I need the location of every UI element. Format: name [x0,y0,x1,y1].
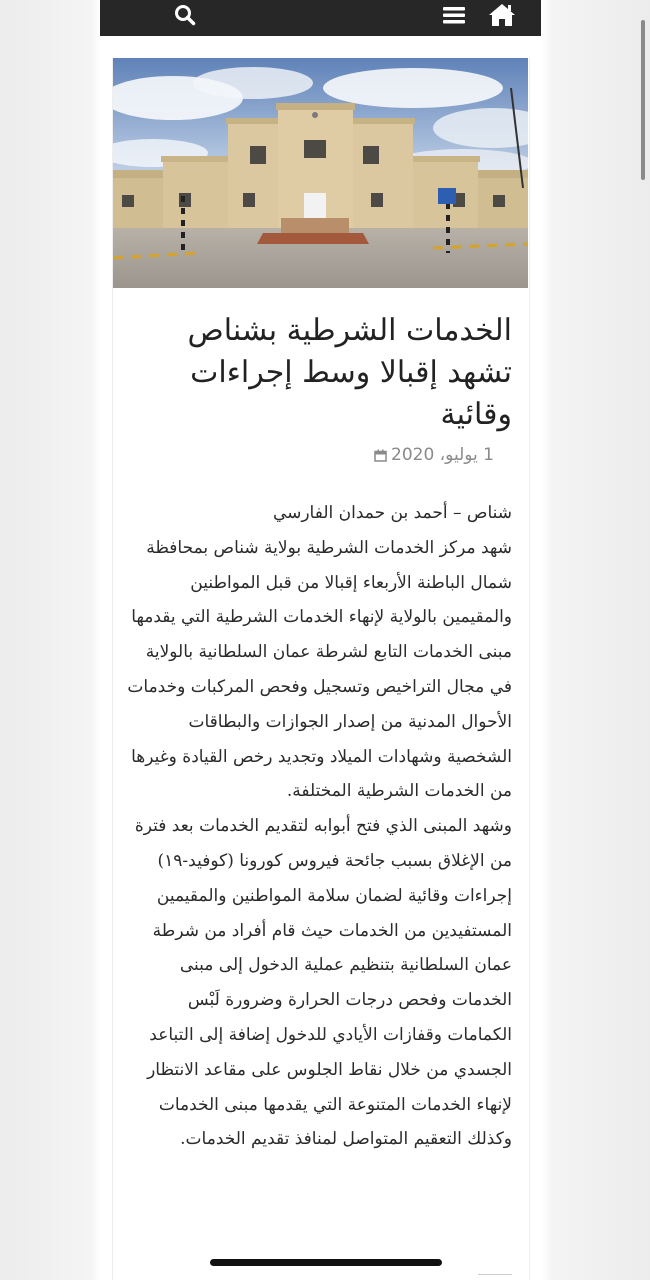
article-paragraph-1: شهد مركز الخدمات الشرطية بولاية شناص بمحافظة شمال الباطنة الأربعاء إقبالا من قبل المواطنين والمقيمين بالولاية لإنهاء الخدمات الشرطية التي يقدمها مبنى الخدمات التابع لشرطة عمان السلطانية بالولاية في مجال التراخيص وتسجيل وفحص المركبات وخدمات الأحوال المدنية من إصدار الجوازات والبطاقات الشخصية وشهادات الميلاد وتجديد رخص القيادة وغيرها من الخدمات الشرطية المختلفة. [127,537,512,802]
article-paragraph-2: وشهد المبنى الذي فتح أبوابه لتقديم الخدمات بعد فترة من الإغلاق بسبب جائحة فيروس كورونا (كوفيد-١٩) إجراءات وقائية لضمان سلامة المواطنين والمقيمين المستفيدين من الخدمات حيث قام أفراد من شرطة عمان السلطانية بتنظيم عملية الدخول إلى مبنى الخدمات وفحص درجات الحرارة وضرورة لَبْس الكمامات وقفازات الأيادي للدخول إضافة إلى التباعد الجسدي من خلال نقاط الجلوس على مقاعد الانتظار لإنهاء الخدمات المتنوعة التي يقدمها مبنى الخدمات وكذلك التعقيم المتواصل لمنافذ تقديم الخدمات. [134,816,512,1150]
article-byline: شناص – أحمد بن حمدان الفارسي [272,503,512,523]
search-icon [174,4,196,26]
article-title[interactable]: الخدمات الشرطية بشناص تشهد إقبالا وسط إجراءات وقائية [187,313,512,432]
search-button[interactable] [170,0,200,30]
home-icon [488,3,516,27]
top-navbar [100,0,541,36]
menu-button[interactable] [439,0,469,30]
building-photo [113,58,528,288]
hamburger-menu-icon [442,5,466,25]
article-image [113,58,528,288]
home-button[interactable] [486,0,518,30]
divider [478,1274,512,1275]
scrollbar-thumb[interactable] [641,20,645,180]
calendar-icon [374,449,387,462]
article-body [127,496,512,1157]
home-indicator[interactable] [210,1259,442,1266]
date-text[interactable]: 1 يوليو، 2020 [391,445,494,465]
article-date [370,442,510,468]
